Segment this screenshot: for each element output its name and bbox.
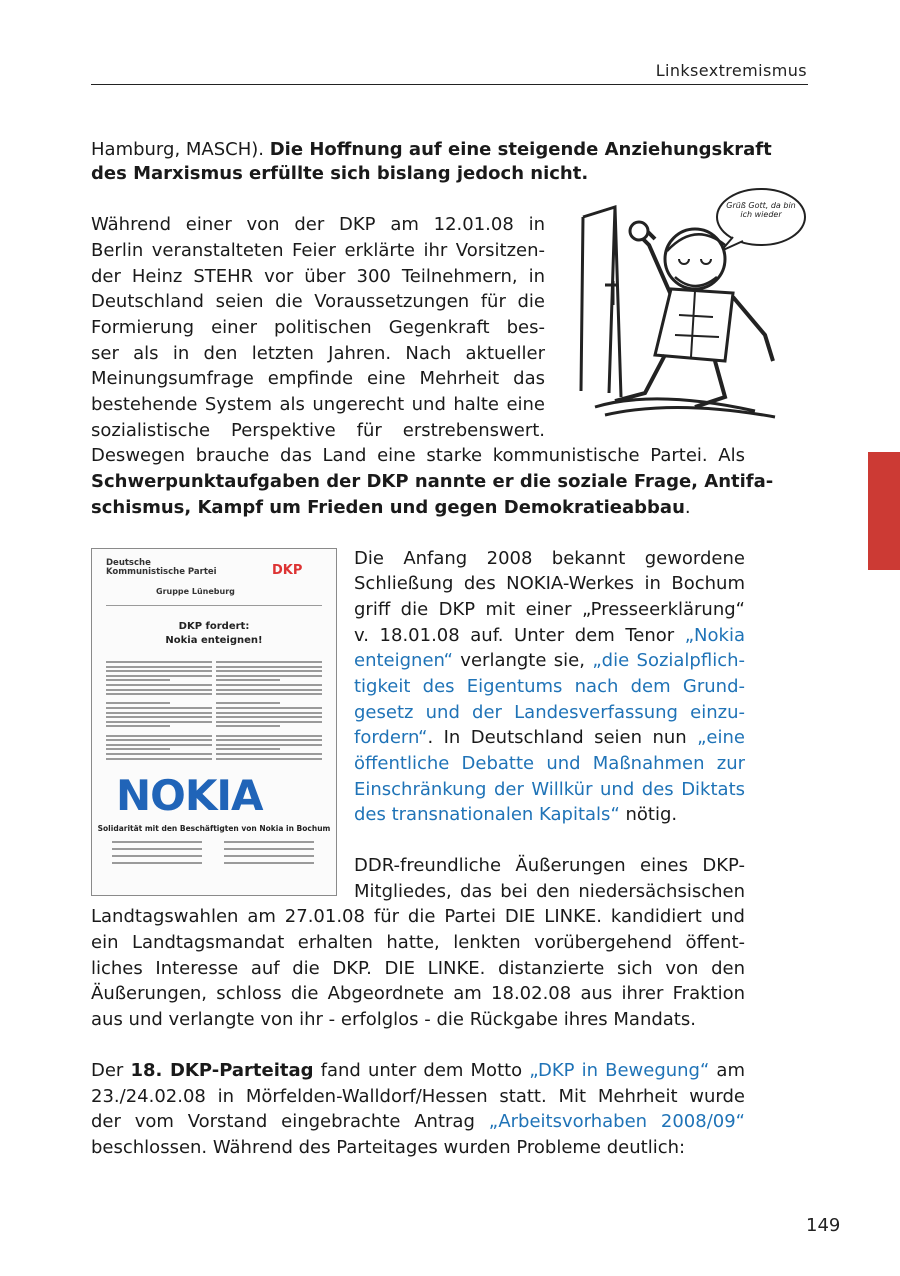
text-run: am	[709, 1060, 745, 1081]
text-line	[91, 469, 774, 494]
flyer-text-placeholder	[224, 841, 314, 843]
text-run: Mitgliedes, das bei den niedersächsischen	[354, 881, 745, 902]
flyer-text-placeholder	[106, 689, 212, 691]
flyer-text-placeholder	[106, 679, 170, 681]
flyer-text-placeholder	[216, 721, 322, 723]
flyer-text-placeholder	[216, 735, 322, 737]
flyer-text-placeholder	[224, 855, 314, 857]
text-line	[91, 956, 745, 981]
flyer-text-placeholder	[216, 758, 322, 760]
text-line	[354, 777, 745, 802]
text-run: sozialistische Perspektive für erstrebenswert.	[91, 420, 545, 441]
text-line	[91, 981, 745, 1006]
text-run: .	[684, 497, 691, 518]
flyer-text-placeholder	[106, 661, 212, 663]
text-run: Der	[91, 1060, 131, 1081]
text-line	[354, 853, 745, 878]
flyer-text-placeholder	[112, 862, 202, 864]
flyer-text-placeholder	[106, 744, 212, 746]
text-run: der Heinz STEHR vor über 300 Teilnehmern, in	[91, 266, 545, 287]
text-line	[91, 930, 745, 955]
flyer-text-placeholder	[216, 748, 280, 750]
flyer-text-placeholder	[106, 712, 212, 714]
quote-text: „die Sozialpflich-	[592, 650, 745, 671]
flyer-text-placeholder	[106, 753, 212, 755]
text-line	[91, 418, 545, 443]
flyer-text-placeholder	[106, 666, 212, 668]
text-line	[91, 495, 745, 520]
text-line	[91, 1007, 745, 1032]
cartoon-drawing	[575, 185, 810, 425]
flyer-text-placeholder	[216, 739, 322, 741]
text-run: liches Interesse auf die DKP. DIE LINKE. distanzierte sich von den	[91, 958, 745, 979]
flyer-text-placeholder	[216, 666, 322, 668]
text-line	[354, 546, 745, 571]
quote-text: „Nokia	[684, 625, 745, 646]
flyer-text-placeholder	[216, 753, 322, 755]
flyer-text-placeholder	[106, 758, 212, 760]
text-line	[91, 315, 545, 340]
text-line	[91, 1135, 745, 1160]
text-run: ein Landtagsmandat erhalten hatte, lenkten vorübergehend öffent-	[91, 932, 745, 953]
text-line	[354, 725, 745, 750]
flyer-group-name: Gruppe Lüneburg	[156, 587, 235, 596]
text-line	[91, 289, 545, 314]
text-line	[354, 623, 745, 648]
flyer-text-placeholder	[216, 684, 322, 686]
bold-text: Die Hoffnung auf eine steigende Anziehungskraft	[269, 139, 772, 160]
flyer-headline-1: DKP fordert:	[178, 621, 250, 632]
text-line	[354, 751, 745, 776]
flyer-text-placeholder	[106, 684, 212, 686]
flyer-text-placeholder	[106, 670, 212, 672]
bold-text: schismus, Kampf um Frieden und gegen Demokratieabbau	[91, 497, 685, 518]
text-run: fand unter dem Motto	[313, 1060, 530, 1081]
quote-text: fordern“	[354, 727, 428, 748]
text-line	[91, 264, 545, 289]
flyer-text-placeholder	[106, 693, 212, 695]
flyer-text-placeholder	[216, 702, 280, 704]
flyer-text-placeholder	[216, 725, 280, 727]
quote-text: enteignen“	[354, 650, 453, 671]
text-line	[354, 571, 745, 596]
flyer-nokia-text: NOKIA	[116, 771, 263, 820]
bold-text: 18. DKP-Parteitag	[130, 1060, 314, 1081]
text-line	[91, 443, 745, 468]
flyer-text-placeholder	[106, 725, 170, 727]
text-line	[91, 366, 545, 391]
flyer-text-placeholder	[106, 675, 212, 677]
text-run: nötig.	[619, 804, 678, 825]
text-run: Schließung des NOKIA-Werkes in Bochum	[354, 573, 745, 594]
flyer-text-placeholder	[216, 675, 322, 677]
flyer-rule	[106, 605, 322, 606]
flyer-headline-2: Nokia enteignen!	[165, 635, 263, 646]
flyer-text-placeholder	[112, 855, 202, 857]
quote-text: „Arbeitsvorhaben 2008/09“	[488, 1111, 746, 1132]
text-run: DDR-freundliche Äußerungen eines DKP-	[354, 855, 745, 876]
cartoon-speech-text: Grüß Gott, da bin ich wieder	[726, 201, 796, 219]
flyer-text-placeholder	[216, 744, 322, 746]
flyer-text-placeholder	[224, 862, 314, 864]
text-run: Deutschland seien die Voraussetzungen für die	[91, 291, 545, 312]
flyer-caption: Solidarität mit den Beschäftigten von Nokia in Bochum	[97, 824, 331, 833]
flyer-text-placeholder	[216, 689, 322, 691]
text-line	[91, 392, 545, 417]
text-run: 23./24.02.08 in Mörfelden-Walldorf/Hessen statt. Mit Mehrheit wurde	[91, 1086, 745, 1107]
flyer-text-placeholder	[216, 693, 322, 695]
flyer-text-placeholder	[224, 848, 314, 850]
quote-text: tigkeit des Eigentums nach dem Grund-	[354, 676, 745, 697]
flyer-text-placeholder	[216, 679, 280, 681]
text-line	[91, 137, 772, 162]
text-run: Landtagswahlen am 27.01.08 für die Partei DIE LINKE. kandidiert und	[91, 906, 745, 927]
text-run: der vom Vorstand eingebrachte Antrag	[91, 1111, 489, 1132]
flyer-text-placeholder	[106, 739, 212, 741]
text-run: . In Deutschland seien nun	[427, 727, 698, 748]
text-run: griff die DKP mit einer „Presseerklärung“	[354, 599, 745, 620]
text-line	[91, 1109, 745, 1134]
cartoon-illustration	[575, 185, 810, 425]
quote-text: des transnationalen Kapitals“	[354, 804, 620, 825]
text-run: ser als in den letzten Jahren. Nach aktueller	[91, 343, 545, 364]
text-run: bestehende System als ungerecht und halte eine	[91, 394, 545, 415]
dkp-flyer-image	[91, 548, 337, 896]
text-run: Deswegen brauche das Land eine starke kommunistische Partei. Als	[91, 445, 745, 466]
flyer-text-placeholder	[216, 661, 322, 663]
flyer-text-placeholder	[112, 848, 202, 850]
text-line	[91, 904, 745, 929]
flyer-text-placeholder	[106, 735, 212, 737]
flyer-text-placeholder	[216, 712, 322, 714]
text-line	[354, 700, 745, 725]
flyer-text-placeholder	[216, 670, 322, 672]
text-line	[91, 1084, 745, 1109]
flyer-text-placeholder	[112, 841, 202, 843]
flyer-nokia-logo	[116, 771, 263, 820]
text-run: Die Anfang 2008 bekannt gewordene	[354, 548, 745, 569]
text-line	[91, 212, 545, 237]
text-line	[91, 341, 545, 366]
text-run: Meinungsumfrage empfinde eine Mehrheit das	[91, 368, 545, 389]
flyer-text-placeholder	[216, 716, 322, 718]
flyer-org-name: Deutsche Kommunistische Partei	[106, 558, 217, 577]
text-line	[354, 597, 745, 622]
text-run: v. 18.01.08 auf. Unter dem Tenor	[354, 625, 685, 646]
text-run: Formierung einer politischen Gegenkraft bes-	[91, 317, 545, 338]
flyer-text-placeholder	[106, 748, 170, 750]
text-run: beschlossen. Während des Parteitages wurden Probleme deutlich:	[91, 1137, 686, 1158]
section-title: Linksextremismus	[655, 61, 807, 80]
flyer-text-placeholder	[106, 707, 212, 709]
text-run: aus und verlangte von ihr - erfolglos - die Rückgabe ihres Mandats.	[91, 1009, 696, 1030]
flyer-text-placeholder	[106, 702, 170, 704]
quote-text: Einschränkung der Willkür und des Diktats	[354, 779, 745, 800]
quote-text: öffentliche Debatte und Maßnahmen zur	[354, 753, 745, 774]
text-line	[354, 674, 745, 699]
quote-text: „DKP in Bewegung“	[529, 1060, 710, 1081]
section-tab-marker	[868, 452, 900, 570]
header-rule	[91, 84, 808, 85]
flyer-text-placeholder	[106, 721, 212, 723]
flyer-text-placeholder	[106, 716, 212, 718]
quote-text: gesetz und der Landesverfassung einzu-	[354, 702, 745, 723]
text-line	[354, 802, 745, 827]
text-run: verlangte sie,	[452, 650, 593, 671]
text-line	[354, 879, 745, 904]
text-line	[91, 238, 545, 263]
quote-text: „eine	[697, 727, 745, 748]
page-number: 149	[806, 1215, 841, 1236]
flyer-text-placeholder	[216, 707, 322, 709]
bold-text: Schwerpunktaufgaben der DKP nannte er die soziale Frage, Antifa-	[91, 471, 774, 492]
text-line	[91, 161, 745, 186]
flyer-dkp-logo: DKP	[272, 563, 303, 578]
text-run: Hamburg, MASCH).	[91, 139, 270, 160]
text-line	[354, 648, 745, 673]
text-run: Berlin veranstalteten Feier erklärte ihr Vorsitzen-	[91, 240, 545, 261]
text-run: Äußerungen, schloss die Abgeordnete am 18.02.08 aus ihrer Fraktion	[91, 983, 745, 1004]
text-line	[91, 1058, 745, 1083]
text-run: Während einer von der DKP am 12.01.08 in	[91, 214, 545, 235]
bold-text: des Marxismus erfüllte sich bislang jedoch nicht.	[91, 163, 589, 184]
